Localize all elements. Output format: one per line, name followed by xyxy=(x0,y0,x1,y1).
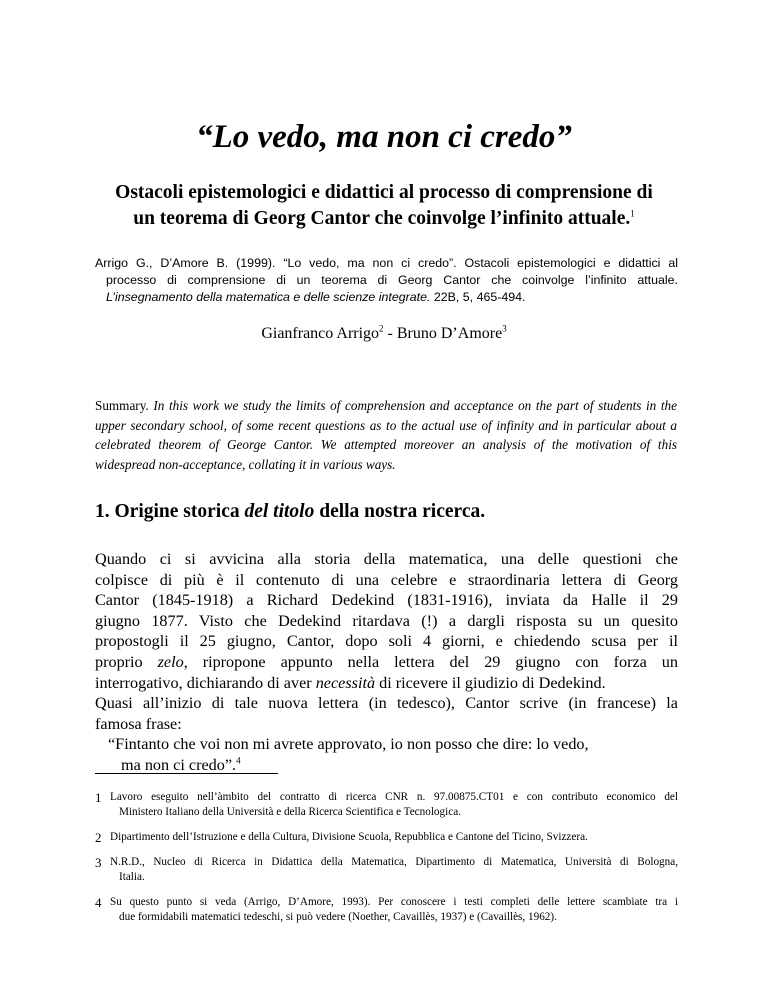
quote-line-2-text: ma non ci credo”. xyxy=(121,755,237,774)
footnote-3-line-1: N.R.D., Nucleo di Ricerca in Didattica della Matematica, Dipartimento di Matematica, Università di Bologna, xyxy=(110,856,678,868)
summary-label: Summary. xyxy=(95,398,149,413)
section-heading-prefix: 1. Origine storica xyxy=(95,501,245,522)
footnote-2-line-1: Dipartimento dell’Istruzione e della Cultura, Divisione Scuola, Repubblica e Cantone del Ticino, Svizzera. xyxy=(110,831,588,843)
footnote-4-line-1: Su questo punto si veda (Arrigo, D’Amore, 1993). Per conoscere i testi completi delle lettere scambiate tra i xyxy=(110,896,678,908)
summary-text: In this work we study the limits of comprehension and acceptance on the part of students in the upper secondary school, of some recent questions as to the actual use of infinity and in particular about a celebrated theorem of George Cantor. We attempted moreover an analysis of the motivation of this widespread non-acceptance, collating it in various ways. xyxy=(95,398,677,472)
paper-title: “Lo vedo, ma non ci credo” xyxy=(196,119,572,155)
body-line-6-end: , ripropone appunto nella lettera del 29 giugno con forza un xyxy=(183,652,678,671)
body-line-6 xyxy=(95,652,678,673)
footnote-separator xyxy=(95,773,278,774)
footnotes xyxy=(95,790,678,935)
footnote-3-line-2: Italia. xyxy=(119,871,145,883)
author-separator: - xyxy=(383,325,397,342)
citation-line-3 xyxy=(95,289,678,306)
footnote-ref-2[interactable]: 2 xyxy=(379,323,384,334)
body-line-6-italic: zelo xyxy=(157,652,184,671)
subtitle-line-1: Ostacoli epistemologici e didattici al processo di comprensione di xyxy=(115,182,653,203)
footnote-1-line-1: Lavoro eseguito nell’àmbito del contratto di ricerca CNR n. 97.00875.CT01 e con contributo economico del xyxy=(110,791,678,803)
footnote-ref-1[interactable]: 1 xyxy=(630,208,635,219)
footnote-2 xyxy=(95,830,678,845)
footnote-1-number: 1 xyxy=(95,790,102,805)
footnote-2-number: 2 xyxy=(95,830,102,845)
body-line-9: famosa frase: xyxy=(95,714,182,733)
body-line-3: Cantor (1845-1918) a Richard Dedekind (1831-1916), inviata da Halle il 29 xyxy=(95,591,678,610)
quote-line-1: “Fintanto che voi non mi avrete approvato, io non posso che dire: lo vedo, xyxy=(108,735,589,754)
body-line-2: colpisce di più è il contenuto di una celebre e straordinaria lettera di Georg xyxy=(95,570,678,589)
citation-line-2: processo di comprensione di un teorema di Georg Cantor che coinvolge l’infinito attuale. xyxy=(106,273,678,287)
authors-line xyxy=(0,325,768,343)
footnote-4-number: 4 xyxy=(95,895,102,910)
body-line-8: Quasi all’inizio di tale nuova lettera (in tedesco), Cantor scrive (in francese) la xyxy=(95,694,678,713)
footnote-3-number: 3 xyxy=(95,855,102,870)
subtitle-line-2: un teorema di Georg Cantor che coinvolge l’infinito attuale. xyxy=(133,208,631,229)
body-line-5: propostogli il 25 giugno, Cantor, dopo soli 4 giorni, e chiedendo scusa per il xyxy=(95,632,678,651)
citation-journal: L’insegnamento della matematica e delle scienze integrate. xyxy=(106,290,431,304)
paper-subtitle xyxy=(90,180,678,232)
section-heading-italic: del titolo xyxy=(244,501,315,522)
body-line-4: giugno 1877. Visto che Dedekind ritardava (!) a dargli risposta su un quesito xyxy=(95,611,678,630)
author-2: Bruno D’Amore xyxy=(396,325,503,342)
body-line-7-start: interrogativo, dichiarando di aver xyxy=(95,673,316,692)
body-line-7-italic: necessità xyxy=(315,673,376,692)
footnote-4-line-2: due formidabili matematici tedeschi, si può vedere (Noether, Cavaillès, 1937) e (Cavaillès, 1962). xyxy=(119,911,557,923)
section-heading-suffix: della nostra ricerca. xyxy=(314,501,486,522)
citation-volume: 22B, 5, 465-494. xyxy=(430,290,526,304)
summary-block xyxy=(95,396,677,474)
body-paragraph xyxy=(95,549,678,776)
body-line-1: Quando ci si avvicina alla storia della matematica, una delle questioni che xyxy=(95,550,678,568)
footnote-1 xyxy=(95,790,678,820)
body-line-7 xyxy=(95,673,678,694)
body-line-7-end: di ricevere il giudizio di Dedekind. xyxy=(375,673,606,692)
footnote-1-line-2: Ministero Italiano della Università e della Ricerca Scientifica e Tecnologica. xyxy=(119,806,461,818)
footnote-ref-3[interactable]: 3 xyxy=(502,323,507,334)
author-1: Gianfranco Arrigo xyxy=(261,325,380,342)
section-heading xyxy=(95,501,485,523)
footnote-ref-4[interactable]: 4 xyxy=(236,755,241,766)
citation-block xyxy=(95,255,678,306)
citation-line-1: Arrigo G., D’Amore B. (1999). “Lo vedo, ma non ci credo”. Ostacoli epistemologici e didattici al xyxy=(95,256,678,270)
body-line-6-start: proprio xyxy=(95,652,158,671)
footnote-4 xyxy=(95,895,678,925)
footnote-3 xyxy=(95,855,678,885)
